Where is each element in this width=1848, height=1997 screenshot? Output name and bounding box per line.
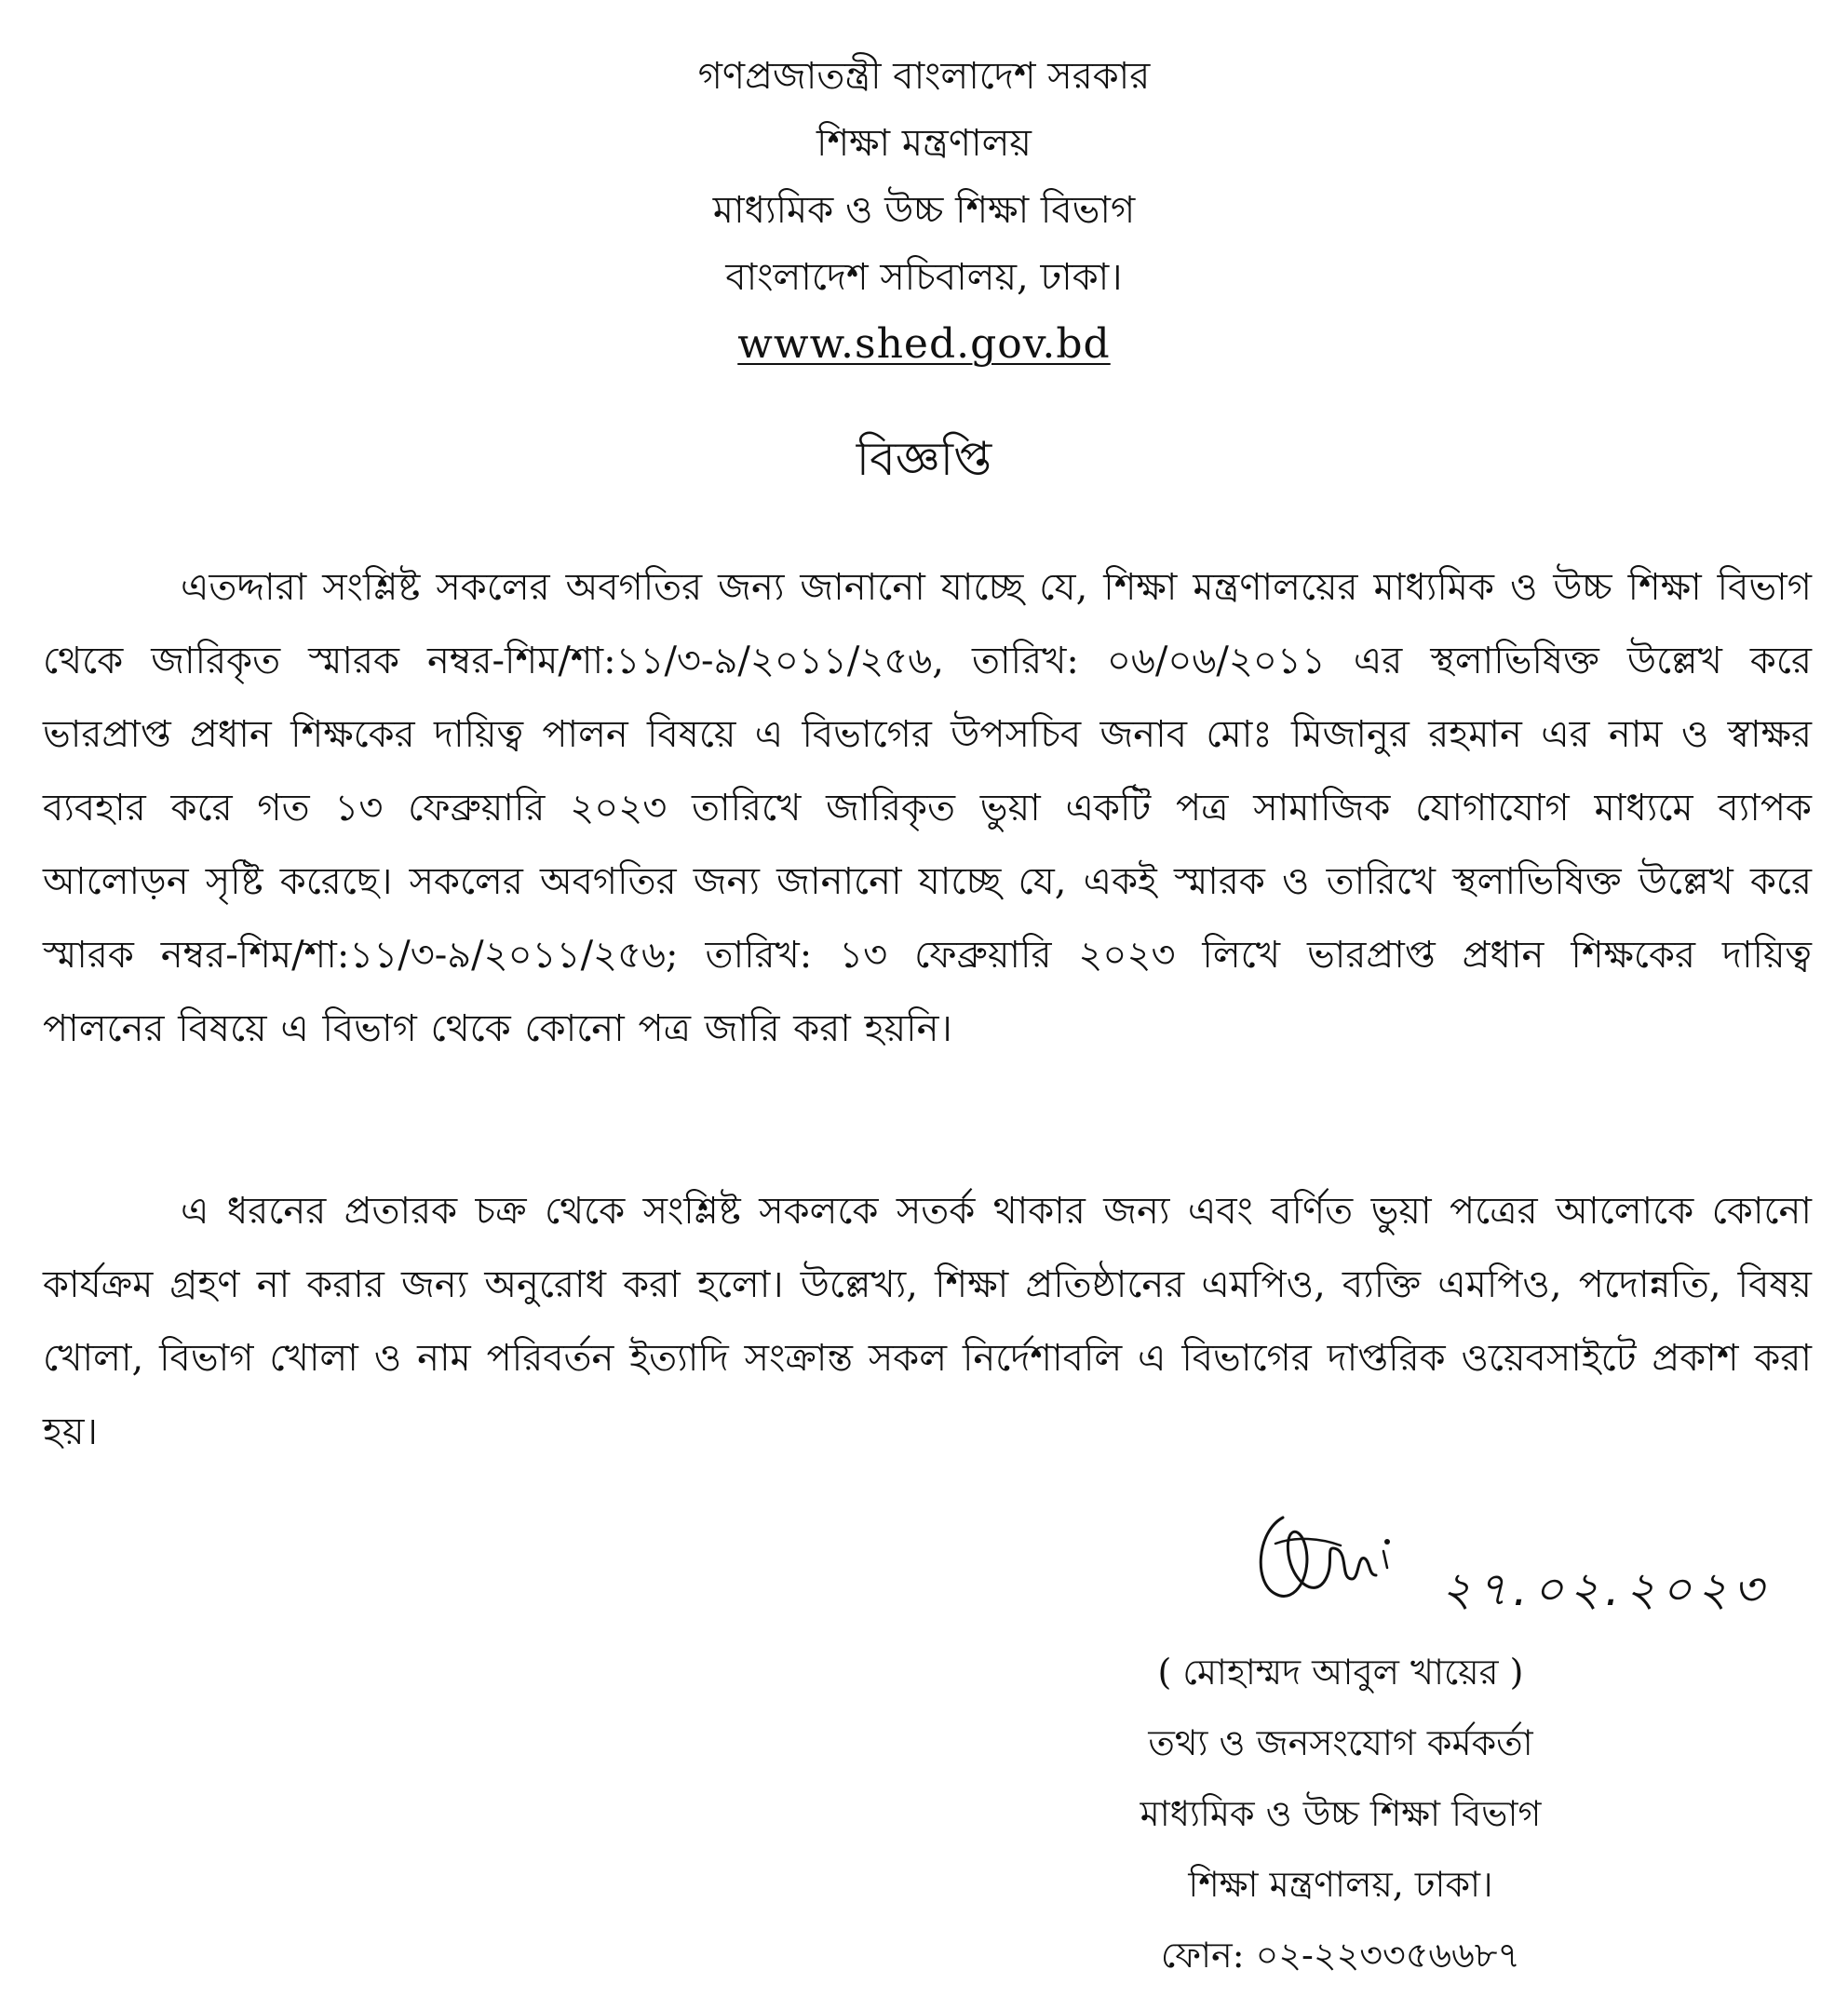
division-name: মাধ্যমিক ও উচ্চ শিক্ষা বিভাগ (712, 189, 1136, 232)
signatory-phone: ফোন: ০২-২২৩৩৫৬৬৮৭ (1160, 1935, 1521, 1976)
signature-date: ২৭.০২.২০২৩ (1441, 1562, 1769, 1616)
letterhead (0, 43, 1848, 378)
notice-title: বিজ্ঞপ্তি (856, 432, 992, 486)
signatory-name: ( মোহাম্মদ আবুল খায়ের ) (1157, 1652, 1524, 1693)
signatory-block (1005, 1637, 1676, 1990)
notice-paragraph-2: এ ধরনের প্রতারক চক্র থেকে সংশ্লিষ্ট সকলকে সতর্ক থাকার জন্য এবং বর্ণিত ভুয়া পত্রের আলোকে কোনো কার্যক্রম গ্রহণ না করার জন্য অনুরোধ করা হলো। উল্লেখ্য, শিক্ষা প্রতিষ্ঠানের এমপিও, ব্যক্তি এমপিও, পদোন্নতি, বিষয় খোলা, বিভাগ খোলা ও নাম পরিবর্তন ইত্যাদি সংক্রান্ত সকল নির্দেশাবলি এ বিভাগের দাপ্তরিক ওয়েবসাইটে প্রকাশ করা হয়। (43, 1190, 1812, 1453)
signatory-ministry: শিক্ষা মন্ত্রণালয়, ঢাকা। (1188, 1864, 1493, 1905)
signatory-division: মাধ্যমিক ও উচ্চ শিক্ষা বিভাগ (1140, 1793, 1542, 1834)
office-location: বাংলাদেশ সচিবালয়, ঢাকা। (725, 256, 1123, 299)
signatory-designation: তথ্য ও জনসংযোগ কর্মকর্তা (1148, 1722, 1533, 1763)
website-link[interactable]: www.shed.gov.bd (737, 320, 1111, 368)
handwritten-signature (1248, 1490, 1415, 1620)
ministry-name: শিক্ষা মন্ত্রণালয় (816, 122, 1032, 165)
government-name: গণপ্রজাতন্ত্রী বাংলাদেশ সরকার (697, 55, 1151, 98)
notice-paragraph-1: এতদ্দারা সংশ্লিষ্ট সকলের অবগতির জন্য জানানো যাচ্ছে যে, শিক্ষা মন্ত্রণালয়ের মাধ্যমিক ও উচ্চ শিক্ষা বিভাগ থেকে জারিকৃত স্মারক নম্বর-শিম/শা:১১/৩-৯/২০১১/২৫৬, তারিখ: ০৬/০৬/২০১১ এর স্থলাভিষিক্ত উল্লেখ করে ভারপ্রাপ্ত প্রধান শিক্ষকের দায়িত্ব পালন বিষয়ে এ বিভাগের উপসচিব জনাব মোঃ মিজানুর রহমান এর নাম ও স্বাক্ষর ব্যবহার করে গত ১৩ ফেব্রুয়ারি ২০২৩ তারিখে জারিকৃত ভুয়া একটি পত্র সামাজিক যোগাযোগ মাধ্যমে ব্যাপক আলোড়ন সৃষ্টি করেছে। সকলের অবগতির জন্য জানানো যাচ্ছে যে, একই স্মারক ও তারিখে স্থলাভিষিক্ত উল্লেখ করে স্মারক নম্বর-শিম/শা:১১/৩-৯/২০১১/২৫৬; তারিখ: ১৩ ফেব্রুয়ারি ২০২৩ লিখে ভারপ্রাপ্ত প্রধান শিক্ষকের দায়িত্ব পালনের বিষয়ে এ বিভাগ থেকে কোনো পত্র জারি করা হয়নি। (43, 566, 1812, 1050)
